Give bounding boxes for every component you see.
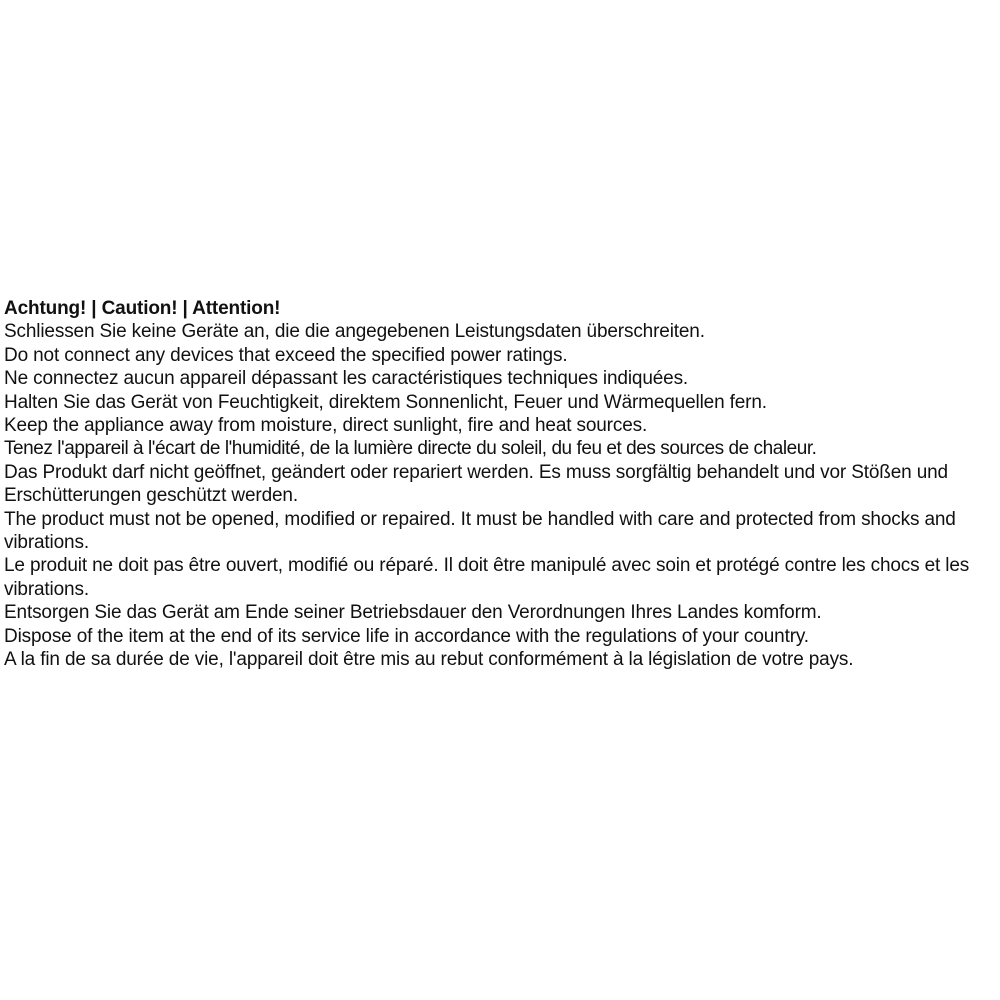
notice-paragraph-de-handling: Das Produkt darf nicht geöffnet, geändert oder repariert werden. Es muss sorgfältig behandelt und vor Stößen und Erschütterungen geschützt werden. [4, 461, 948, 507]
notice-paragraph-de-disposal: Entsorgen Sie das Gerät am Ende seiner Betriebsdauer den Verordnungen Ihres Landes komform. [4, 602, 822, 624]
safety-notice [4, 297, 998, 672]
notice-paragraph-de-power: Schliessen Sie keine Geräte an, die die angegebenen Leistungsdaten überschreiten. [4, 321, 705, 343]
notice-paragraph-en-handling: The product must not be opened, modified or repaired. It must be handled with care and protected from shocks and vibrations. [4, 508, 956, 554]
notice-paragraph-en-disposal: Dispose of the item at the end of its service life in accordance with the regulations of your country. [4, 625, 809, 647]
notice-paragraph-en-power: Do not connect any devices that exceed the specified power ratings. [4, 344, 568, 366]
notice-paragraph-en-moisture: Keep the appliance away from moisture, direct sunlight, fire and heat sources. [4, 415, 648, 437]
notice-heading: Achtung! | Caution! | Attention! [4, 298, 281, 319]
notice-paragraph-de-moisture: Halten Sie das Gerät von Feuchtigkeit, direktem Sonnenlicht, Feuer und Wärmequellen fern. [4, 391, 767, 413]
notice-paragraph-fr-power: Ne connectez aucun appareil dépassant les caractéristiques techniques indiquées. [4, 368, 689, 390]
notice-paragraph-fr-handling: Le produit ne doit pas être ouvert, modifié ou réparé. Il doit être manipulé avec soin et protégé contre les chocs et les vibrations. [4, 555, 970, 600]
notice-paragraph-fr-disposal: A la fin de sa durée de vie, l'appareil doit être mis au rebut conformément à la législation de votre pays. [4, 649, 854, 671]
notice-paragraph-fr-moisture: Tenez l'appareil à l'écart de l'humidité, de la lumière directe du soleil, du feu et des sources de chaleur. [4, 438, 817, 460]
